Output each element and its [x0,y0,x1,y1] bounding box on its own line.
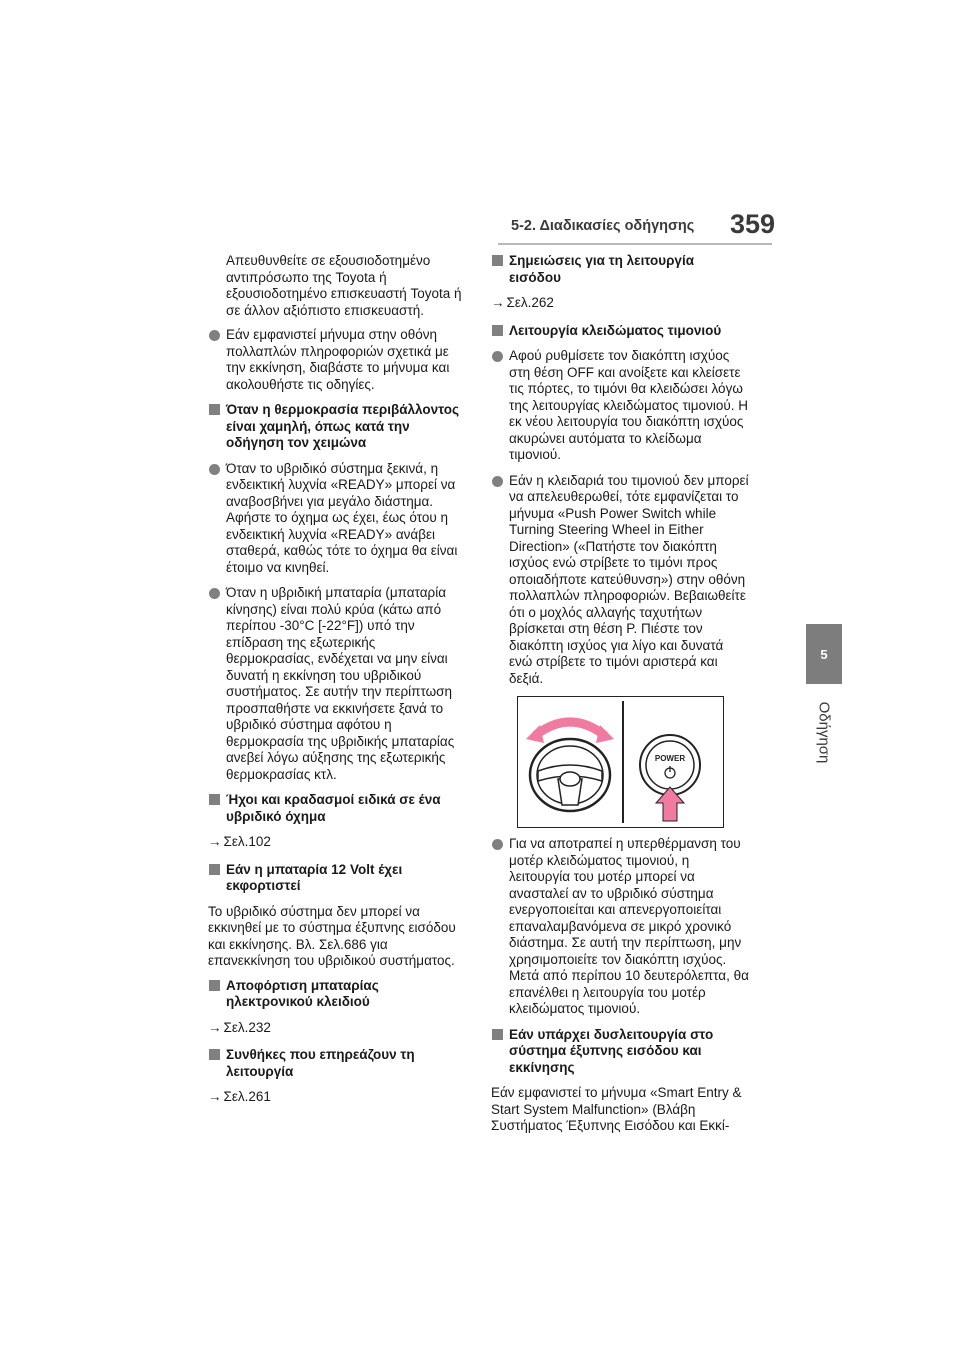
reference-arrow-icon: → [208,834,222,849]
reference-arrow-icon: → [208,1019,222,1035]
bullet-overheat: Για να αποτραπεί η υπερθέρμανση του μοτέρ κλειδώματος τιμονιού, η λειτουργία του μοτέρ μπορεί να ανασταλεί αν το υβριδικό σύστημα ενεργοποιείται και απενεργοποιείται επαναλαμβανόμενα σε μικρό χρονικό διάστημα. Σε αυτή την περίπτωση, μην χρησιμοποιείτε τον διακόπτη ισχύος. Μετά από περίπου 10 δευτερόλεπτα, θα επανέλθει η λειτουργία του μοτέρ κλειδώματος τιμονιού. [491,836,749,1018]
power-button-icon [640,735,700,795]
reference-sounds[interactable] [208,834,466,851]
paragraph-12v-battery: Το υβριδικό σύστημα δεν μπορεί να εκκινηθεί με το σύστημα έξυπνης εισόδου και εκκίνησης. Βλ. Σελ.686 για επανεκκίνηση του υβριδικού συστήματος. [208,903,456,968]
bullet-battery-cold: Όταν η υβριδική μπαταρία (μπαταρία κίνησης) είναι πολύ κρύα (κάτω από περίπου -30°C [-22°F]) υπό την επίδραση της εξωτερικής θερμοκρασίας, ενδέχεται να μην είναι δυνατή η εκκίνηση του υβριδικού συστήματος. Σε αυτήν την περίπτωση προσπαθήστε να εκκινήσετε ξανά το υβριδικό σύστημα αφότου η θερμοκρασία της υβριδικής μπαταρίας ανεβεί λόγω αύξησης της εξωτερικής θερμοκρασίας κτλ. [208,585,466,783]
heading-steering-lock: Λειτουργία κλειδώματος τιμονιού [491,323,749,340]
chapter-title-tab[interactable] [806,692,842,772]
heading-system-malfunction: Εάν υπάρχει δυσλειτουργία στο σύστημα έξυπνης εισόδου και εκκίνησης [491,1027,749,1077]
section-title: 5-2. Διαδικασίες οδήγησης [511,218,695,234]
intro-paragraph: Απευθυνθείτε σε εξουσιοδοτημένο αντιπρόσωπο της Toyota ή εξουσιοδοτημένο επισκευαστή Toyota ή σε άλλον αξιόπιστο επισκευαστή. [226,253,462,318]
left-column [208,253,466,1117]
heading-key-battery: Αποφόρτιση μπαταρίας ηλεκτρονικού κλειδιού [208,978,466,1011]
steering-wheel-icon [530,739,610,811]
reference-entry-notes[interactable] [491,295,749,312]
reference-conditions[interactable] [208,1089,466,1106]
bullet-multi-info: Εάν εμφανιστεί μήνυμα στην οθόνη πολλαπλών πληροφοριών σχετικά με την εκκίνηση, διαβάστε το μήνυμα και ακολουθήστε τις οδηγίες. [208,327,466,393]
chapter-number: 5 [820,646,828,662]
paragraph-system-malfunction: Εάν εμφανιστεί το μήνυμα «Smart Entry & Start System Malfunction» (Βλάβη Συστήματος Έξυπνης Εισόδου και Εκκί- [491,1085,742,1133]
reference-arrow-icon: → [491,295,505,310]
right-column [491,253,749,1143]
bullet-lock-release: Εάν η κλειδαριά του τιμονιού δεν μπορεί να απελευθερωθεί, τότε εμφανίζεται το μήνυμα «Push Power Switch while Turning Steering Wheel in Either Direction» («Πατήστε τον διακόπτη ισχύος ενώ στρίβετε το τιμόνι προς οποιαδήποτε κατεύθυνση») στην οθόνη πολλαπλών πληροφοριών. Βεβαιωθείτε ότι ο μοχλός αλλαγής ταχυτήτων βρίσκεται στη θέση P. Πιέστε τον διακόπτη ισχύος για λίγο και δυνατά ενώ στρίβετε το τιμόνι αριστερά και δεξιά. [491,473,749,688]
reference-arrow-icon: → [208,1089,222,1104]
steering-power-illustration [517,696,724,828]
heading-sounds-vibrations: Ήχοι και κραδασμοί ειδικά σε ένα υβριδικό όχημα [208,792,466,825]
page-number: 359 [730,209,776,239]
bullet-lock-off: Αφού ρυθμίσετε τον διακόπτη ισχύος στη θέση OFF και ανοίξετε και κλείσετε τις πόρτες, το τιμόνι θα κλειδώσει λόγω της λειτουργίας κλειδώματος τιμονιού. Η εκ νέου λειτουργία του διακόπτη ισχύος ακυρώνει αυτόματα το κλείδωμα τιμονιού. [491,348,749,464]
illustration-svg [518,697,723,827]
reference-label: Σελ.261 [223,1089,271,1104]
bullet-ready-indicator: Όταν το υβριδικό σύστημα ξεκινά, η ενδεικτική λυχνία «READY» μπορεί να αναβοσβήνει για μεγάλο διάστημα. Αφήστε το όχημα ως έχει, έως ότου η ενδεικτική λυχνία «READY» ανάβει σταθερά, καθώς τότε το όχημα θα είναι έτοιμο να κινηθεί. [208,461,466,577]
chapter-tab[interactable] [806,624,842,684]
reference-key-battery[interactable] [208,1020,466,1037]
header-divider [498,243,772,245]
heading-conditions: Συνθήκες που επηρεάζουν τη λειτουργία [208,1047,466,1080]
heading-entry-notes: Σημειώσεις για τη λειτουργία εισόδου [491,253,749,286]
power-button-label: POWER [654,754,686,763]
reference-label: Σελ.102 [223,834,271,849]
reference-label: Σελ.232 [223,1019,271,1035]
heading-cold-weather: Όταν η θερμοκρασία περιβάλλοντος είναι χαμηλή, όπως κατά την οδήγηση τον χειμώνα [208,402,466,452]
figure-divider [622,701,624,823]
heading-12v-battery: Εάν η μπαταρία 12 Volt έχει εκφορτιστεί [208,862,466,895]
chapter-title: Οδήγηση [815,701,833,763]
reference-label: Σελ.262 [506,295,554,310]
